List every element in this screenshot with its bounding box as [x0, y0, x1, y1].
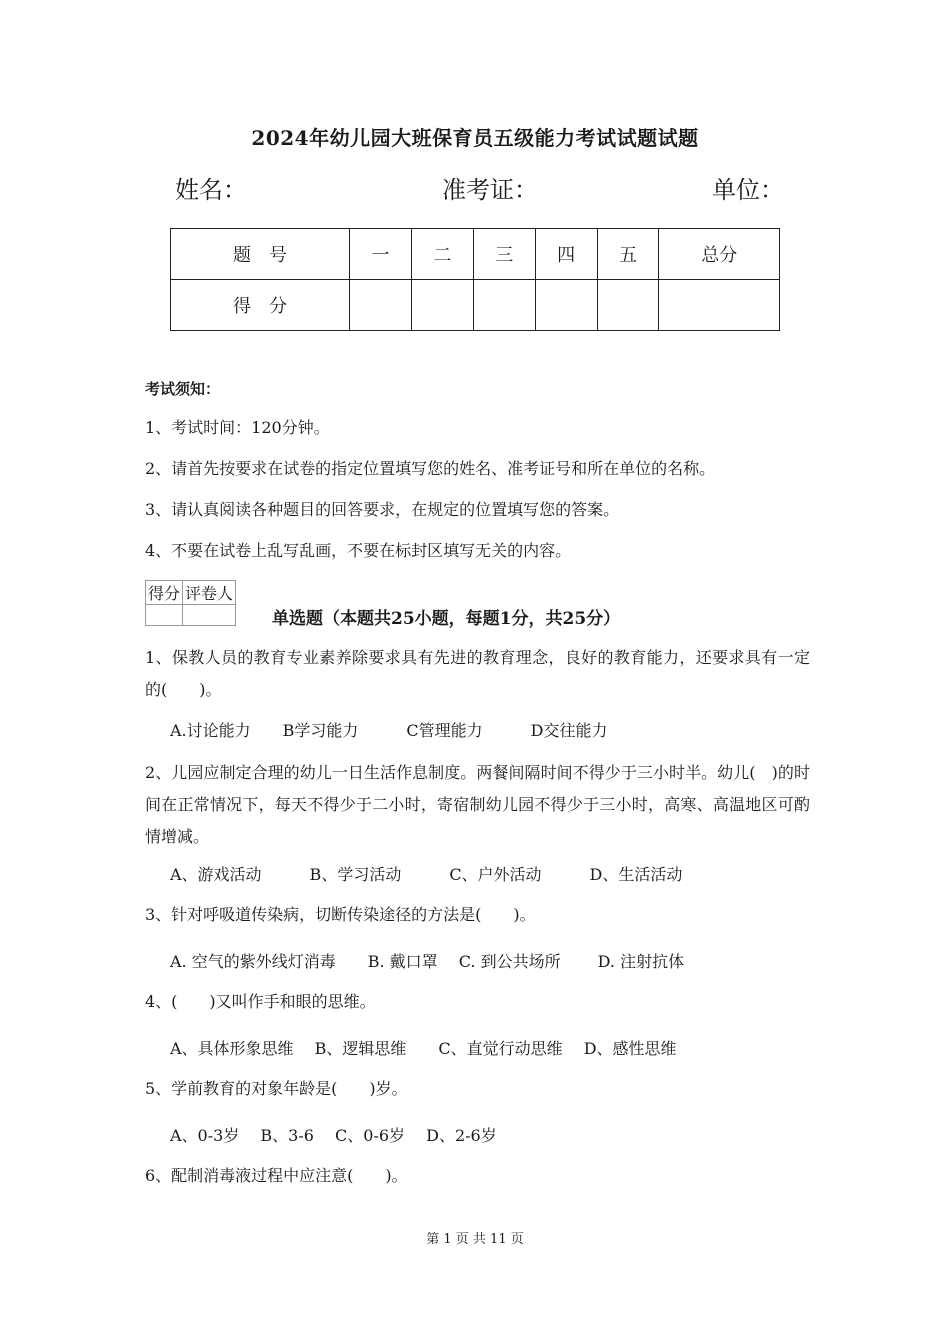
score-entry-cell[interactable] [350, 280, 412, 331]
section-heading: 单选题（本题共25小题，每题1分，共25分） [272, 609, 621, 629]
score-table-cell: 四 [535, 229, 597, 280]
question-options: A、具体形象思维 B、逻辑思维 C、直觉行动思维 D、感性思维 [170, 1039, 677, 1058]
question-stem: 3、针对呼吸道传染病，切断传染途径的方法是( )。 [145, 905, 536, 924]
score-table-cell: 一 [350, 229, 412, 280]
grader-reviewer-label: 评卷人 [183, 581, 236, 605]
score-table [170, 228, 780, 331]
score-row-label: 得 分 [171, 280, 350, 331]
page-footer: 第 1 页 共 11 页 [426, 1232, 524, 1247]
score-entry-cell[interactable] [411, 280, 473, 331]
question-stem: 5、学前教育的对象年龄是( )岁。 [145, 1079, 408, 1098]
score-table-header-row [171, 229, 780, 280]
score-table-cell: 三 [473, 229, 535, 280]
score-entry-cell[interactable] [659, 280, 780, 331]
score-table-score-row [171, 280, 780, 331]
score-entry-cell[interactable] [473, 280, 535, 331]
page-title: 2024年幼儿园大班保育员五级能力考试试题试题 [251, 126, 699, 150]
notice-item: 3、请认真阅读各种题目的回答要求，在规定的位置填写您的答案。 [145, 500, 620, 519]
score-entry-cell[interactable] [597, 280, 659, 331]
unit-label: 单位： [712, 176, 784, 204]
question-options: A. 空气的紫外线灯消毒 B. 戴口罩 C. 到公共场所 D. 注射抗体 [170, 952, 685, 971]
question-stem: 4、( )又叫作手和眼的思维。 [145, 992, 376, 1011]
exam-id-label: 准考证： [442, 176, 538, 204]
score-table-cell: 总分 [659, 229, 780, 280]
notice-item: 2、请首先按要求在试卷的指定位置填写您的姓名、准考证号和所在单位的名称。 [145, 459, 716, 478]
name-label: 姓名： [175, 176, 247, 204]
notice-item: 1、考试时间：120分钟。 [145, 418, 330, 437]
question-options: A、0-3岁 B、3-6 C、0-6岁 D、2-6岁 [170, 1126, 497, 1145]
grader-score-label: 得分 [146, 581, 183, 605]
grader-score-entry[interactable] [146, 605, 183, 626]
score-table-cell: 五 [597, 229, 659, 280]
grader-table [145, 580, 236, 626]
question-stem: 6、配制消毒液过程中应注意( )。 [145, 1166, 408, 1185]
score-table-cell: 二 [411, 229, 473, 280]
question-stem: 1、保教人员的教育专业素养除要求具有先进的教育理念，良好的教育能力，还要求具有一定的( )。 [145, 648, 810, 699]
question-options: A.讨论能力 B学习能力 C管理能力 D交往能力 [170, 721, 608, 740]
notice-heading: 考试须知： [145, 380, 221, 398]
question-stem: 2、儿园应制定合理的幼儿一日生活作息制度。两餐间隔时间不得少于三小时半。幼儿( )的时间在正常情况下，每天不得少于二小时，寄宿制幼儿园不得少于三小时，高寒、高温地区可酌情增减。 [145, 763, 810, 846]
notice-item: 4、不要在试卷上乱写乱画，不要在标封区填写无关的内容。 [145, 541, 572, 560]
question-options: A、游戏活动 B、学习活动 C、户外活动 D、生活活动 [170, 865, 683, 884]
score-table-cell: 题 号 [171, 229, 350, 280]
score-entry-cell[interactable] [535, 280, 597, 331]
grader-reviewer-entry[interactable] [183, 605, 236, 626]
